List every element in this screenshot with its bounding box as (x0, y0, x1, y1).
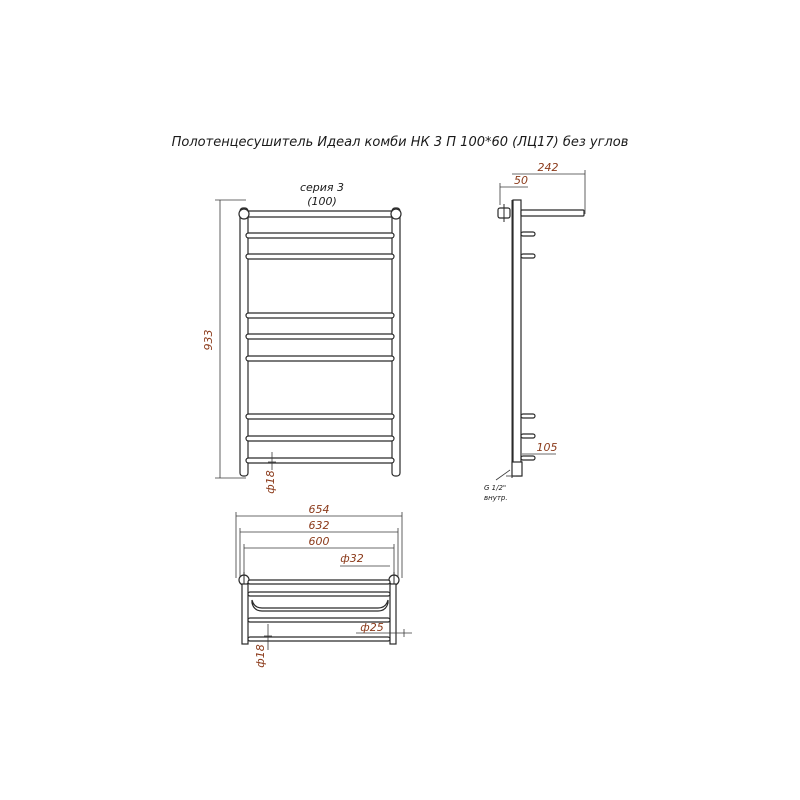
rung (246, 233, 394, 238)
top-view (236, 503, 412, 668)
side-rung-stub (521, 414, 535, 418)
series-sub-label: (100) (307, 195, 337, 208)
rung (246, 414, 394, 419)
side-rung-stub (521, 232, 535, 236)
top-shelf-rung (248, 637, 390, 641)
thread-sub-label: внутр. (484, 494, 508, 502)
front-rungs (246, 233, 394, 463)
side-bottom-dim-label: 105 (536, 441, 558, 454)
width-inner-dim-label: 600 (308, 535, 330, 548)
rung (246, 254, 394, 259)
left-mount-knob (239, 209, 249, 219)
top-shelf-curved-rung (252, 600, 388, 611)
side-bottom-connection (512, 462, 522, 476)
side-vertical-tube (513, 200, 521, 476)
rung (246, 334, 394, 339)
front-view (202, 181, 401, 494)
side-offset-dim-label: 50 (514, 174, 528, 187)
top-shelf-bar (244, 211, 396, 217)
right-mount-knob (391, 209, 401, 219)
side-rung-stub (521, 456, 535, 460)
rung-dim-label: ф18 (254, 644, 267, 668)
top-left-tube (242, 584, 248, 644)
rung (246, 356, 394, 361)
thread-label: G 1/2" (484, 484, 507, 492)
side-top-shelf (521, 210, 584, 216)
top-shelf-rung (248, 592, 390, 596)
side-rung-stub (521, 254, 535, 258)
drawing-title: Полотенцесушитель Идеал комби НК 3 П 100*60 (ЛЦ17) без углов (171, 135, 629, 150)
height-dim-label: 933 (202, 329, 215, 351)
front-tube-dim-label: ф18 (264, 470, 277, 494)
width-mid-dim-label: 632 (308, 519, 330, 532)
width-outer-dim-label: 654 (308, 503, 330, 516)
rung (246, 313, 394, 318)
side-rung-stub (521, 434, 535, 438)
rung (246, 436, 394, 441)
collector-dim-label: ф32 (340, 552, 364, 565)
series-label: серия 3 (299, 181, 345, 194)
side-view (484, 161, 585, 502)
shelf-tube-dim-label: ф25 (360, 621, 384, 634)
top-right-tube (390, 584, 396, 644)
side-depth-dim-label: 242 (537, 161, 559, 174)
top-shelf-rung (248, 580, 390, 584)
